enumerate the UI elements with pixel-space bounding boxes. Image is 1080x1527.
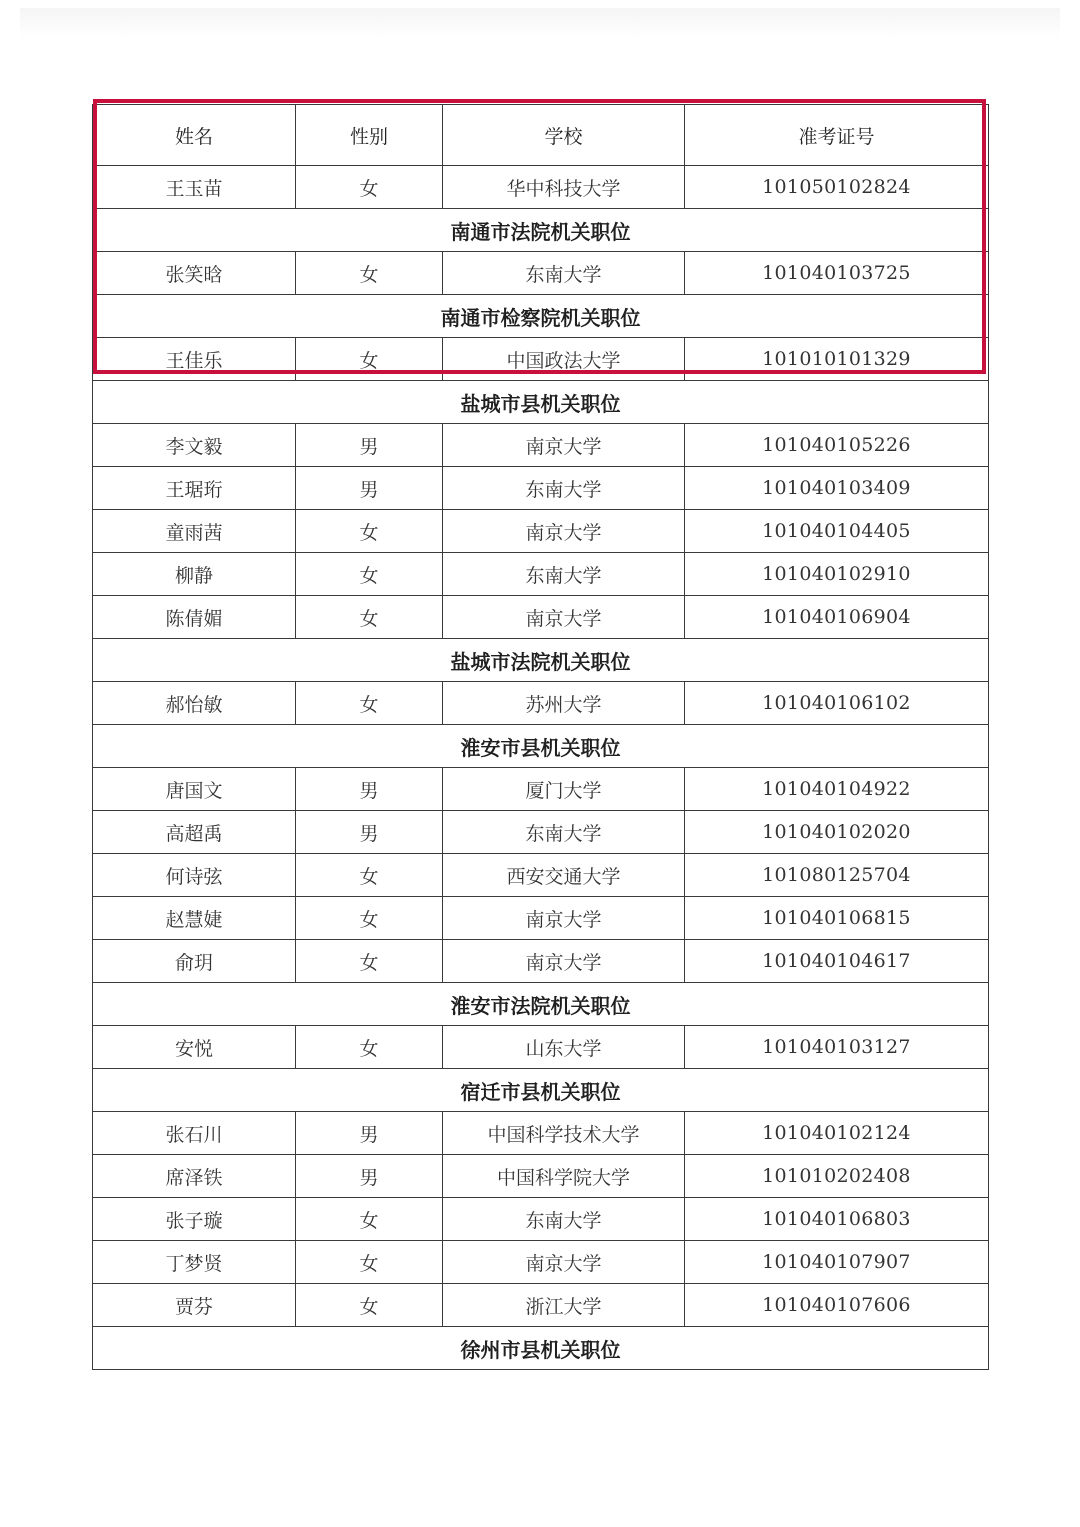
group-label: 淮安市县机关职位 (93, 725, 989, 768)
group-header-row (93, 725, 989, 768)
cell-ticket: 101040103127 (685, 1026, 989, 1069)
cell-name: 童雨茜 (93, 510, 296, 553)
table-row (93, 811, 989, 854)
cell-name: 赵慧婕 (93, 897, 296, 940)
cell-gender: 女 (296, 553, 443, 596)
group-header-row (93, 381, 989, 424)
table-body (93, 166, 989, 1370)
group-header-row (93, 209, 989, 252)
table-row (93, 338, 989, 381)
cell-school: 南京大学 (443, 596, 685, 639)
header-school: 学校 (443, 105, 685, 166)
table-row (93, 940, 989, 983)
cell-name: 丁梦贤 (93, 1241, 296, 1284)
candidate-table (92, 104, 989, 1370)
cell-school: 东南大学 (443, 252, 685, 295)
cell-gender: 女 (296, 1026, 443, 1069)
cell-ticket: 101040103409 (685, 467, 989, 510)
cell-name: 郝怡敏 (93, 682, 296, 725)
cell-name: 张子璇 (93, 1198, 296, 1241)
cell-school: 南京大学 (443, 1241, 685, 1284)
group-header-row (93, 983, 989, 1026)
cell-ticket: 101040102910 (685, 553, 989, 596)
group-label: 淮安市法院机关职位 (93, 983, 989, 1026)
table-header-row (93, 105, 989, 166)
cell-gender: 女 (296, 252, 443, 295)
cell-gender: 男 (296, 424, 443, 467)
cell-gender: 男 (296, 768, 443, 811)
header-name: 姓名 (93, 105, 296, 166)
cell-ticket: 101050102824 (685, 166, 989, 209)
cell-name: 高超禹 (93, 811, 296, 854)
cell-school: 东南大学 (443, 811, 685, 854)
header-ticket: 准考证号 (685, 105, 989, 166)
table-row (93, 510, 989, 553)
cell-name: 李文毅 (93, 424, 296, 467)
scan-edge-shadow (20, 8, 1060, 38)
group-label: 徐州市县机关职位 (93, 1327, 989, 1370)
table-row (93, 1112, 989, 1155)
cell-school: 南京大学 (443, 897, 685, 940)
cell-name: 柳静 (93, 553, 296, 596)
group-header-row (93, 639, 989, 682)
cell-ticket: 101040104405 (685, 510, 989, 553)
cell-school: 南京大学 (443, 510, 685, 553)
cell-name: 贾芬 (93, 1284, 296, 1327)
group-label: 南通市法院机关职位 (93, 209, 989, 252)
table-row (93, 1155, 989, 1198)
cell-ticket: 101040106904 (685, 596, 989, 639)
cell-ticket: 101010101329 (685, 338, 989, 381)
cell-school: 中国政法大学 (443, 338, 685, 381)
group-header-row (93, 1069, 989, 1112)
group-label: 盐城市法院机关职位 (93, 639, 989, 682)
cell-ticket: 101040104617 (685, 940, 989, 983)
table-row (93, 1241, 989, 1284)
cell-gender: 女 (296, 1241, 443, 1284)
table-row (93, 682, 989, 725)
group-header-row (93, 295, 989, 338)
cell-gender: 女 (296, 940, 443, 983)
cell-school: 华中科技大学 (443, 166, 685, 209)
group-header-row (93, 1327, 989, 1370)
cell-gender: 女 (296, 1284, 443, 1327)
table-row (93, 596, 989, 639)
cell-name: 唐国文 (93, 768, 296, 811)
table-row (93, 1026, 989, 1069)
cell-ticket: 101040103725 (685, 252, 989, 295)
cell-school: 厦门大学 (443, 768, 685, 811)
cell-school: 浙江大学 (443, 1284, 685, 1327)
cell-ticket: 101040106102 (685, 682, 989, 725)
table-row (93, 252, 989, 295)
cell-gender: 女 (296, 338, 443, 381)
table-row (93, 854, 989, 897)
group-label: 宿迁市县机关职位 (93, 1069, 989, 1112)
cell-ticket: 101040107907 (685, 1241, 989, 1284)
cell-name: 张笑晗 (93, 252, 296, 295)
cell-ticket: 101040105226 (685, 424, 989, 467)
cell-school: 山东大学 (443, 1026, 685, 1069)
cell-ticket: 101040106803 (685, 1198, 989, 1241)
cell-school: 东南大学 (443, 467, 685, 510)
cell-name: 席泽铁 (93, 1155, 296, 1198)
cell-ticket: 101040102124 (685, 1112, 989, 1155)
cell-school: 东南大学 (443, 553, 685, 596)
table-row (93, 467, 989, 510)
cell-ticket: 101040107606 (685, 1284, 989, 1327)
cell-gender: 女 (296, 854, 443, 897)
cell-school: 中国科学院大学 (443, 1155, 685, 1198)
cell-school: 东南大学 (443, 1198, 685, 1241)
table-row (93, 1198, 989, 1241)
cell-gender: 女 (296, 897, 443, 940)
group-label: 南通市检察院机关职位 (93, 295, 989, 338)
cell-gender: 男 (296, 811, 443, 854)
cell-name: 王琚珩 (93, 467, 296, 510)
cell-gender: 女 (296, 596, 443, 639)
cell-school: 苏州大学 (443, 682, 685, 725)
cell-name: 陈倩媚 (93, 596, 296, 639)
table-row (93, 897, 989, 940)
cell-gender: 女 (296, 682, 443, 725)
cell-gender: 女 (296, 1198, 443, 1241)
cell-gender: 男 (296, 467, 443, 510)
cell-ticket: 101040102020 (685, 811, 989, 854)
cell-ticket: 101080125704 (685, 854, 989, 897)
cell-ticket: 101040104922 (685, 768, 989, 811)
table-row (93, 424, 989, 467)
cell-ticket: 101040106815 (685, 897, 989, 940)
cell-name: 王佳乐 (93, 338, 296, 381)
cell-name: 张石川 (93, 1112, 296, 1155)
cell-gender: 男 (296, 1155, 443, 1198)
cell-gender: 女 (296, 166, 443, 209)
cell-school: 南京大学 (443, 424, 685, 467)
cell-school: 西安交通大学 (443, 854, 685, 897)
table-row (93, 768, 989, 811)
cell-school: 中国科学技术大学 (443, 1112, 685, 1155)
table-row (93, 553, 989, 596)
cell-gender: 女 (296, 510, 443, 553)
group-label: 盐城市县机关职位 (93, 381, 989, 424)
table-row (93, 1284, 989, 1327)
cell-name: 何诗弦 (93, 854, 296, 897)
cell-school: 南京大学 (443, 940, 685, 983)
cell-gender: 男 (296, 1112, 443, 1155)
header-gender: 性别 (296, 105, 443, 166)
cell-name: 王玉苗 (93, 166, 296, 209)
table-row (93, 166, 989, 209)
cell-name: 安悦 (93, 1026, 296, 1069)
cell-ticket: 101010202408 (685, 1155, 989, 1198)
cell-name: 俞玥 (93, 940, 296, 983)
